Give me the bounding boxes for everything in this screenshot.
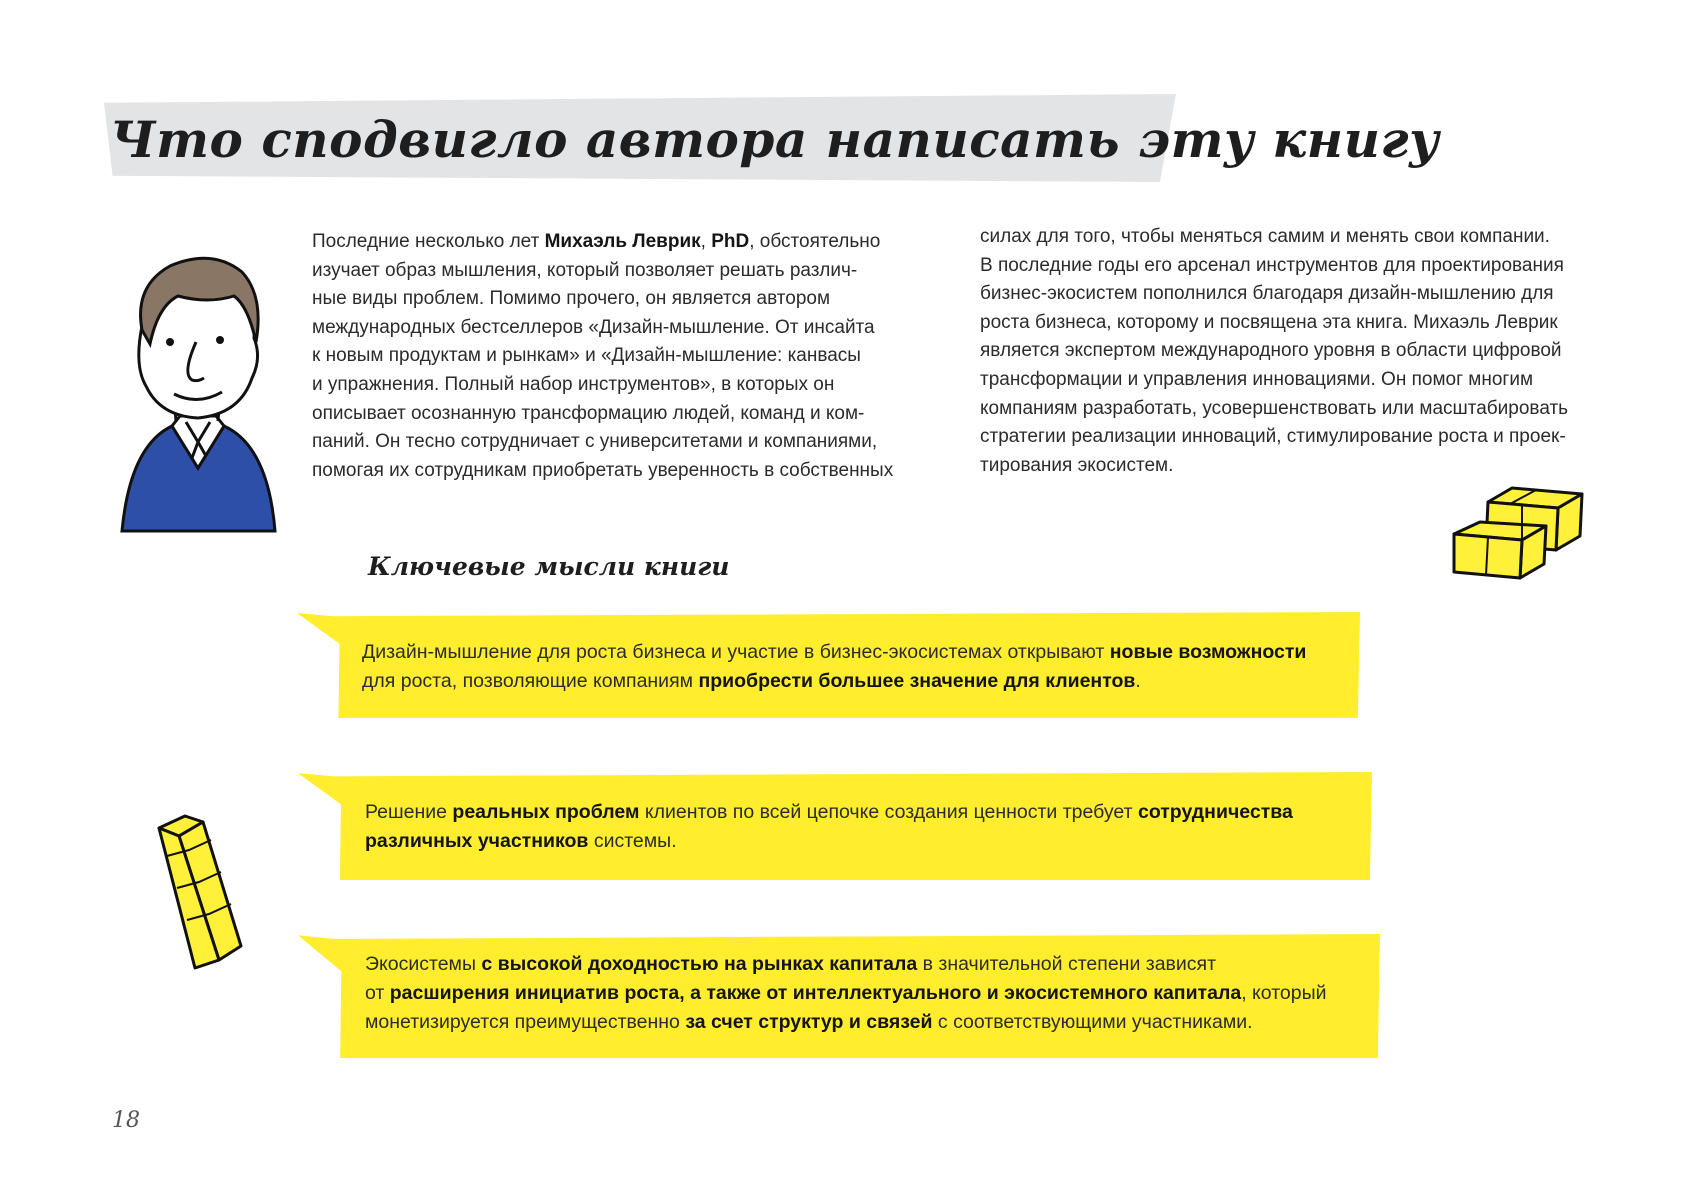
text-line: изучает образ мышления, который позволяет решать различ- (312, 259, 858, 281)
text-line: международных бестселлеров «Дизайн-мышление. От инсайта (312, 316, 875, 338)
text-line: бизнес-экосистем пополнился благодаря дизайн-мышлению для (980, 283, 1554, 305)
text-line: В последние годы его арсенал инструментов для проектирования (980, 254, 1564, 276)
emphasis-text: с высокой доходностью на рынках капитала (481, 953, 918, 975)
text-line: помогая их сотрудникам приобретать уверенность в собственных (312, 459, 894, 481)
emphasis-text: новые возможности (1109, 641, 1307, 663)
key-thoughts-heading: Ключевые мысли книги (368, 552, 730, 581)
text-line: ные виды проблем. Помимо прочего, он является автором (312, 288, 831, 310)
text-line: от расширения инициатив роста, а также от интеллектуального и экосистемного капитала, который (365, 982, 1327, 1004)
text-line: и упражнения. Полный набор инструментов», в которых он (312, 373, 835, 395)
text-line: тирования экосистем. (980, 454, 1174, 476)
text-line: Экосистемы с высокой доходностью на рынках капитала в значительной степени зависят (365, 953, 1217, 975)
text-line: силах для того, чтобы меняться самим и менять свои компании. (980, 226, 1550, 247)
text-line: монетизируется преимущественно за счет структур и связей с соответствующими участниками. (365, 1011, 1253, 1033)
key-thought-text (362, 638, 1306, 696)
emphasis-text: сотрудничества (1137, 801, 1293, 823)
key-thought-text (365, 798, 1293, 856)
emphasis-text: приобрести большее значение для клиентов (698, 670, 1136, 692)
emphasis-text: различных участников (365, 830, 589, 852)
emphasis-text: Михаэль Леврик (544, 231, 701, 252)
text-line: для роста, позволяющие компаниям приобрести большее значение для клиентов. (362, 670, 1141, 692)
emphasis-text: PhD (711, 231, 750, 252)
text-line: Последние несколько лет Михаэль Леврик, PhD, обстоятельно (312, 231, 881, 252)
text-line: паний. Он тесно сотрудничает с университетами и компаниями, (312, 431, 878, 453)
bio-column-left (312, 228, 893, 485)
key-thought-text (365, 950, 1327, 1037)
emphasis-text: за счет структур и связей (685, 1011, 933, 1033)
text-line: Решение реальных проблем клиентов по всей цепочке создания ценности требует сотрудничества (365, 801, 1293, 823)
text-line: описывает осознанную трансформацию людей, команд и ком- (312, 402, 865, 424)
text-line: трансформации и управления инновациями. Он помог многим (980, 368, 1534, 390)
emphasis-text: реальных проблем (452, 801, 640, 823)
cube-tower-icon (155, 810, 255, 975)
text-line: является экспертом международного уровня в области цифровой (980, 340, 1562, 362)
emphasis-text: расширения инициатив роста, а также от интеллектуального и экосистемного капитала (389, 982, 1242, 1004)
text-line: к новым продуктам и рынкам» и «Дизайн-мышление: канвасы (312, 345, 861, 367)
text-line: роста бизнеса, которому и посвящена эта книга. Михаэль Леврик (980, 311, 1558, 333)
yellow-cubes-icon (1450, 480, 1600, 580)
text-line: различных участников системы. (365, 830, 677, 852)
text-line: Дизайн-мышление для роста бизнеса и участие в бизнес-экосистемах открывают новые возможности (362, 641, 1307, 663)
page-number: 18 (112, 1108, 140, 1133)
text-line: компаниям разработать, усовершенствовать или масштабировать (980, 397, 1569, 419)
text-line: стратегии реализации инноваций, стимулирование роста и проек- (980, 426, 1566, 448)
bio-column-right (980, 223, 1568, 480)
page-title: Что сподвигло автора написать эту книгу (110, 110, 1440, 169)
author-portrait-icon (112, 246, 282, 526)
